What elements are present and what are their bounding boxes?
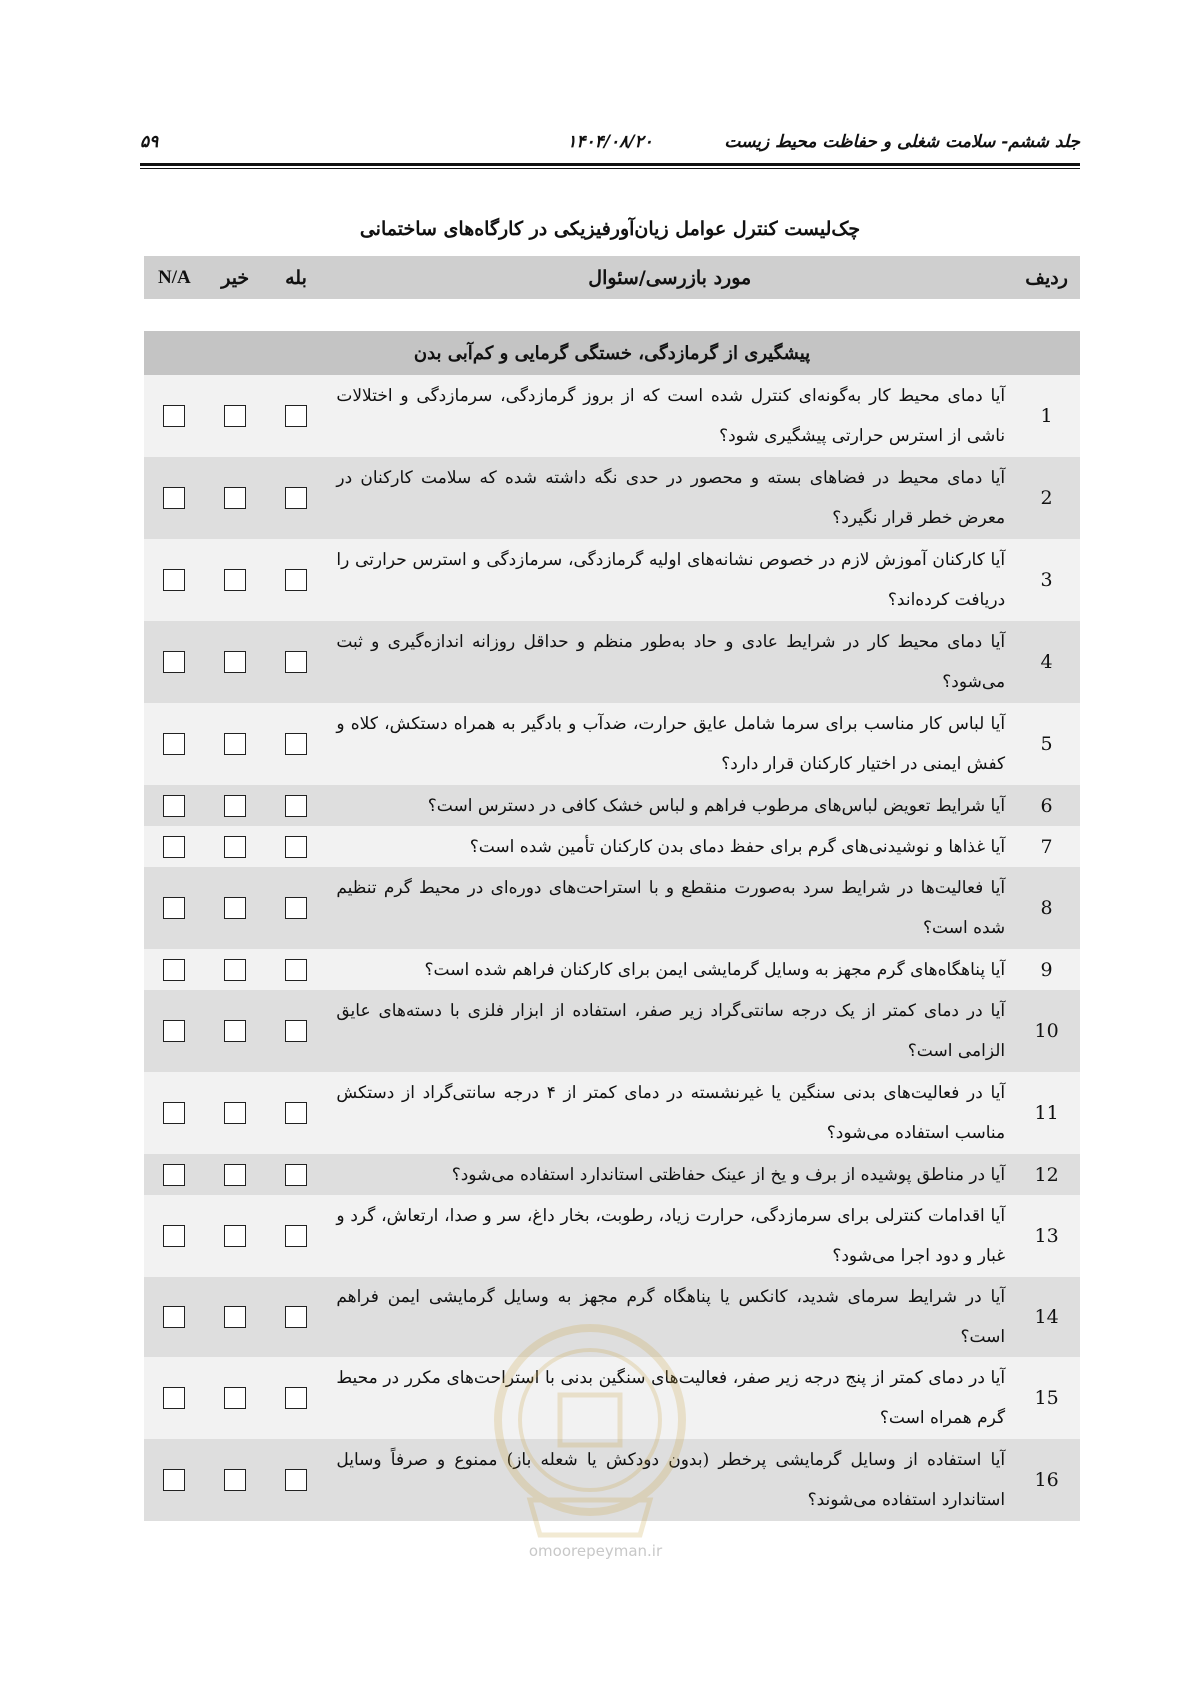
cell-na [144, 1357, 205, 1439]
cell-no [205, 621, 266, 703]
cell-na [144, 457, 205, 539]
section-title: پیشگیری از گرمازدگی، خستگی گرمایی و کم‌آبی بدن [144, 331, 1080, 375]
cell-yes [266, 1439, 327, 1521]
no-checkbox[interactable] [224, 1306, 246, 1328]
row-number: 3 [1013, 539, 1080, 621]
col-yes-header: بله [266, 256, 327, 299]
row-number: 7 [1013, 826, 1080, 867]
checklist-title: چک‌لیست کنترل عوامل زیان‌آورفیزیکی در کارگاه‌های ساختمانی [359, 218, 861, 240]
yes-checkbox[interactable] [285, 733, 307, 755]
spacer-row [144, 299, 1080, 331]
book-title: جلد ششم- سلامت شغلی و حفاظت محیط زیست [724, 132, 1080, 152]
cell-yes [266, 703, 327, 785]
table-row [144, 1195, 1080, 1277]
question-text: آیا استفاده از وسایل گرمایشی پرخطر (بدون دودکش یا شعله باز) ممنوع و صرفاً وسایل استاندارد استفاده می‌شوند؟ [326, 1439, 1013, 1521]
table-row [144, 457, 1080, 539]
no-checkbox[interactable] [224, 959, 246, 981]
section-row [144, 331, 1080, 375]
table-row [144, 1154, 1080, 1195]
question-text: آیا دمای محیط کار به‌گونه‌ای کنترل شده است که از بروز گرمازدگی، سرمازدگی و اختلالات ناشی از استرس حرارتی پیشگیری شود؟ [326, 375, 1013, 457]
header-rule-thin [140, 168, 1080, 169]
na-checkbox[interactable] [163, 1306, 185, 1328]
question-text: آیا دمای محیط در فضاهای بسته و محصور در حدی نگه داشته شده که سلامت کارکنان در معرض خطر قرار نگیرد؟ [326, 457, 1013, 539]
na-checkbox[interactable] [163, 836, 185, 858]
table-row [144, 539, 1080, 621]
cell-yes [266, 785, 327, 826]
yes-checkbox[interactable] [285, 487, 307, 509]
table-row [144, 990, 1080, 1072]
no-checkbox[interactable] [224, 1102, 246, 1124]
question-text: آیا پناهگاه‌های گرم مجهز به وسایل گرمایشی ایمن برای کارکنان فراهم شده است؟ [326, 949, 1013, 990]
yes-checkbox[interactable] [285, 1164, 307, 1186]
page-number: ۵۹ [140, 132, 159, 152]
table-row [144, 949, 1080, 990]
question-text: آیا اقدامات کنترلی برای سرمازدگی، حرارت زیاد، رطوبت، بخار داغ، سر و صدا، ارتعاش، گرد و غبار و دود اجرا می‌شود؟ [326, 1195, 1013, 1277]
yes-checkbox[interactable] [285, 1306, 307, 1328]
cell-yes [266, 867, 327, 949]
row-number: 4 [1013, 621, 1080, 703]
col-no-header: خیر [205, 256, 266, 299]
no-checkbox[interactable] [224, 897, 246, 919]
table-row [144, 703, 1080, 785]
cell-no [205, 1195, 266, 1277]
cell-yes [266, 1277, 327, 1357]
cell-yes [266, 539, 327, 621]
cell-yes [266, 375, 327, 457]
header-date: ۱۴۰۴/۰۸/۲۰ [567, 132, 653, 152]
cell-no [205, 867, 266, 949]
question-text: آیا در دمای کمتر از یک درجه سانتی‌گراد زیر صفر، استفاده از ابزار فلزی با دسته‌های عایق الزامی است؟ [326, 990, 1013, 1072]
na-checkbox[interactable] [163, 1020, 185, 1042]
yes-checkbox[interactable] [285, 795, 307, 817]
table-row [144, 867, 1080, 949]
row-number: 12 [1013, 1154, 1080, 1195]
yes-checkbox[interactable] [285, 1469, 307, 1491]
cell-yes [266, 1357, 327, 1439]
cell-no [205, 1277, 266, 1357]
cell-yes [266, 457, 327, 539]
cell-no [205, 949, 266, 990]
row-number: 14 [1013, 1277, 1080, 1357]
cell-no [205, 539, 266, 621]
cell-yes [266, 1195, 327, 1277]
row-number: 10 [1013, 990, 1080, 1072]
no-checkbox[interactable] [224, 795, 246, 817]
row-number: 5 [1013, 703, 1080, 785]
yes-checkbox[interactable] [285, 959, 307, 981]
table-row [144, 621, 1080, 703]
yes-checkbox[interactable] [285, 1102, 307, 1124]
page-header [140, 124, 1080, 160]
no-checkbox[interactable] [224, 1387, 246, 1409]
na-checkbox[interactable] [163, 487, 185, 509]
question-text: آیا در دمای کمتر از پنج درجه زیر صفر، فعالیت‌های سنگین بدنی با استراحت‌های مکرر در محیط گرم همراه است؟ [326, 1357, 1013, 1439]
cell-na [144, 375, 205, 457]
cell-na [144, 826, 205, 867]
na-checkbox[interactable] [163, 1225, 185, 1247]
cell-no [205, 990, 266, 1072]
no-checkbox[interactable] [224, 836, 246, 858]
no-checkbox[interactable] [224, 487, 246, 509]
cell-no [205, 826, 266, 867]
row-number: 16 [1013, 1439, 1080, 1521]
na-checkbox[interactable] [163, 897, 185, 919]
cell-no [205, 785, 266, 826]
no-checkbox[interactable] [224, 405, 246, 427]
na-checkbox[interactable] [163, 795, 185, 817]
cell-yes [266, 949, 327, 990]
na-checkbox[interactable] [163, 569, 185, 591]
cell-na [144, 867, 205, 949]
cell-na [144, 539, 205, 621]
na-checkbox[interactable] [163, 1469, 185, 1491]
no-checkbox[interactable] [224, 1225, 246, 1247]
yes-checkbox[interactable] [285, 1020, 307, 1042]
cell-no [205, 1072, 266, 1154]
question-text: آیا فعالیت‌ها در شرایط سرد به‌صورت منقطع و با استراحت‌های دوره‌ای در محیط گرم تنظیم شده است؟ [326, 867, 1013, 949]
yes-checkbox[interactable] [285, 405, 307, 427]
cell-yes [266, 1154, 327, 1195]
na-checkbox[interactable] [163, 1164, 185, 1186]
cell-na [144, 785, 205, 826]
cell-na [144, 990, 205, 1072]
no-checkbox[interactable] [224, 1164, 246, 1186]
col-row-header: ردیف [1013, 256, 1080, 299]
cell-no [205, 703, 266, 785]
yes-checkbox[interactable] [285, 1387, 307, 1409]
cell-na [144, 1277, 205, 1357]
yes-checkbox[interactable] [285, 1225, 307, 1247]
cell-no [205, 375, 266, 457]
header-rule-thick [140, 163, 1080, 166]
cell-na [144, 1154, 205, 1195]
question-text: آیا در مناطق پوشیده از برف و یخ از عینک حفاظتی استاندارد استفاده می‌شود؟ [326, 1154, 1013, 1195]
col-question-header: مورد بازرسی/سئوال [326, 256, 1013, 299]
cell-na [144, 703, 205, 785]
row-number: 11 [1013, 1072, 1080, 1154]
na-checkbox[interactable] [163, 651, 185, 673]
question-text: آیا کارکنان آموزش لازم در خصوص نشانه‌های اولیه گرمازدگی، سرمازدگی و استرس حرارتی را دریافت کرده‌اند؟ [326, 539, 1013, 621]
na-checkbox[interactable] [163, 1387, 185, 1409]
no-checkbox[interactable] [224, 651, 246, 673]
row-number: 15 [1013, 1357, 1080, 1439]
question-text: آیا دمای محیط کار در شرایط عادی و حاد به‌طور منظم و حداقل روزانه اندازه‌گیری و ثبت می‌شود؟ [326, 621, 1013, 703]
no-checkbox[interactable] [224, 733, 246, 755]
table-header-row [144, 256, 1080, 299]
question-text: آیا غذاها و نوشیدنی‌های گرم برای حفظ دمای بدن کارکنان تأمین شده است؟ [326, 826, 1013, 867]
checklist-table [144, 256, 1080, 1521]
watermark-url: omoorepeyman.ir [528, 1542, 663, 1560]
no-checkbox[interactable] [224, 1020, 246, 1042]
row-number: 2 [1013, 457, 1080, 539]
table-row [144, 785, 1080, 826]
cell-na [144, 1195, 205, 1277]
cell-na [144, 949, 205, 990]
question-text: آیا لباس کار مناسب برای سرما شامل عایق حرارت، ضدآب و بادگیر به همراه دستکش، کلاه و کفش ایمنی در اختیار کارکنان قرار دارد؟ [326, 703, 1013, 785]
table-row [144, 1072, 1080, 1154]
row-number: 6 [1013, 785, 1080, 826]
question-text: آیا در فعالیت‌های بدنی سنگین یا غیرنشسته در دمای کمتر از ۴ درجه سانتی‌گراد از دستکش مناسب استفاده می‌شود؟ [326, 1072, 1013, 1154]
cell-no [205, 1357, 266, 1439]
table-row [144, 375, 1080, 457]
no-checkbox[interactable] [224, 1469, 246, 1491]
table-row [144, 1357, 1080, 1439]
cell-yes [266, 990, 327, 1072]
na-checkbox[interactable] [163, 959, 185, 981]
cell-no [205, 457, 266, 539]
na-checkbox[interactable] [163, 1102, 185, 1124]
table-row [144, 1439, 1080, 1521]
na-checkbox[interactable] [163, 405, 185, 427]
yes-checkbox[interactable] [285, 651, 307, 673]
yes-checkbox[interactable] [285, 569, 307, 591]
cell-no [205, 1439, 266, 1521]
question-text: آیا در شرایط سرمای شدید، کانکس یا پناهگاه گرم مجهز به وسایل گرمایشی ایمن فراهم است؟ [326, 1277, 1013, 1357]
cell-no [205, 1154, 266, 1195]
question-text: آیا شرایط تعویض لباس‌های مرطوب فراهم و لباس خشک کافی در دسترس است؟ [326, 785, 1013, 826]
row-number: 1 [1013, 375, 1080, 457]
cell-na [144, 1072, 205, 1154]
row-number: 9 [1013, 949, 1080, 990]
table-row [144, 1277, 1080, 1357]
cell-yes [266, 826, 327, 867]
yes-checkbox[interactable] [285, 836, 307, 858]
row-number: 8 [1013, 867, 1080, 949]
col-na-header: N/A [144, 256, 205, 299]
na-checkbox[interactable] [163, 733, 185, 755]
yes-checkbox[interactable] [285, 897, 307, 919]
row-number: 13 [1013, 1195, 1080, 1277]
cell-na [144, 1439, 205, 1521]
cell-na [144, 621, 205, 703]
cell-yes [266, 621, 327, 703]
table-row [144, 826, 1080, 867]
no-checkbox[interactable] [224, 569, 246, 591]
cell-yes [266, 1072, 327, 1154]
